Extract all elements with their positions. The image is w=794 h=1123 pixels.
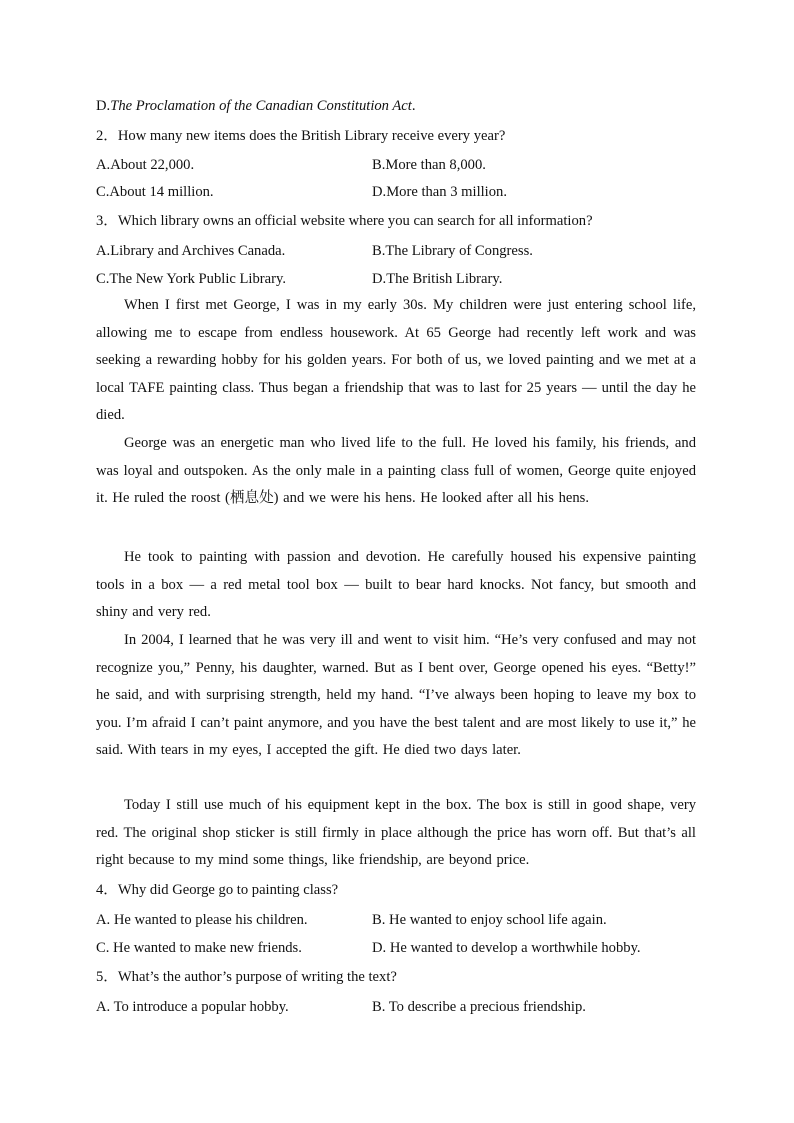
- q2-option-b: B.More than 8,000.: [372, 157, 486, 173]
- q3-option-c: C.The New York Public Library.: [96, 271, 286, 287]
- passage-paragraph-3: He took to painting with passion and devotion. He carefully housed his expensive painting tools in a box — a red metal tool box — built to bear hard knocks. Not fancy, but smooth and shiny and very red.: [96, 549, 696, 621]
- q3-stem: 3．Which library owns an official website where you can search for all information?: [96, 213, 593, 229]
- q1-option-d-text: The Proclamation of the Canadian Constitution Act: [110, 98, 412, 114]
- passage-paragraph-1: When I first met George, I was in my early 30s. My children were just entering school life, allowing me to escape from endless housework. At 65 George had recently left work and was seeking a rewarding hobby for his golden years. For both of us, we loved painting and we met at a local TAFE painting class. Thus began a friendship that was to last for 25 years — until the day he died.: [96, 297, 696, 424]
- q4-option-c: C. He wanted to make new friends.: [96, 940, 302, 956]
- passage-paragraph-2: George was an energetic man who lived life to the full. He loved his family, his friends, and was loyal and outspoken. As the only male in a painting class full of women, George quite enjoyed it. He ruled the roost (栖息处) and we were his hens. He looked after all his hens.: [96, 435, 696, 507]
- q5-stem: 5．What’s the author’s purpose of writing the text?: [96, 969, 397, 985]
- q4-option-a: A. He wanted to please his children.: [96, 912, 308, 928]
- q3-option-b: B.The Library of Congress.: [372, 243, 533, 259]
- passage-paragraph-4: In 2004, I learned that he was very ill and went to visit him. “He’s very confused and may not recognize you,” Penny, his daughter, warned. But as I bent over, George opened his eyes. “Betty!” he said, and with surprising strength, held my hand. “I’ve always been hoping to leave my box to you. I’m afraid I can’t paint anymore, and you have the best talent and are most likely to use it,” he said. With tears in my eyes, I accepted the gift. He died two days later.: [96, 632, 696, 759]
- q4-option-b: B. He wanted to enjoy school life again.: [372, 912, 607, 928]
- q2-option-a: A.About 22,000.: [96, 157, 195, 173]
- q2-stem: 2．How many new items does the British Library receive every year?: [96, 128, 506, 144]
- q2-option-c: C.About 14 million.: [96, 184, 214, 200]
- passage-paragraph-5: Today I still use much of his equipment kept in the box. The box is still in good shape, very red. The original shop sticker is still firmly in place although the price has worn off. But that’s all right because to my mind some things, like friendship, are beyond price.: [96, 797, 696, 869]
- q2-option-d: D.More than 3 million.: [372, 184, 507, 200]
- q1-option-d-end: .: [411, 98, 416, 114]
- q3-option-d: D.The British Library.: [372, 271, 503, 287]
- q1-option-d-letter: D.: [96, 98, 111, 114]
- q5-option-a: A. To introduce a popular hobby.: [96, 999, 289, 1015]
- q1-option-d: [96, 96, 415, 116]
- q4-stem: 4．Why did George go to painting class?: [96, 882, 339, 898]
- q4-option-d: D. He wanted to develop a worthwhile hobby.: [372, 940, 641, 956]
- q3-option-a: A.Library and Archives Canada.: [96, 243, 286, 259]
- q5-option-b: B. To describe a precious friendship.: [372, 999, 586, 1015]
